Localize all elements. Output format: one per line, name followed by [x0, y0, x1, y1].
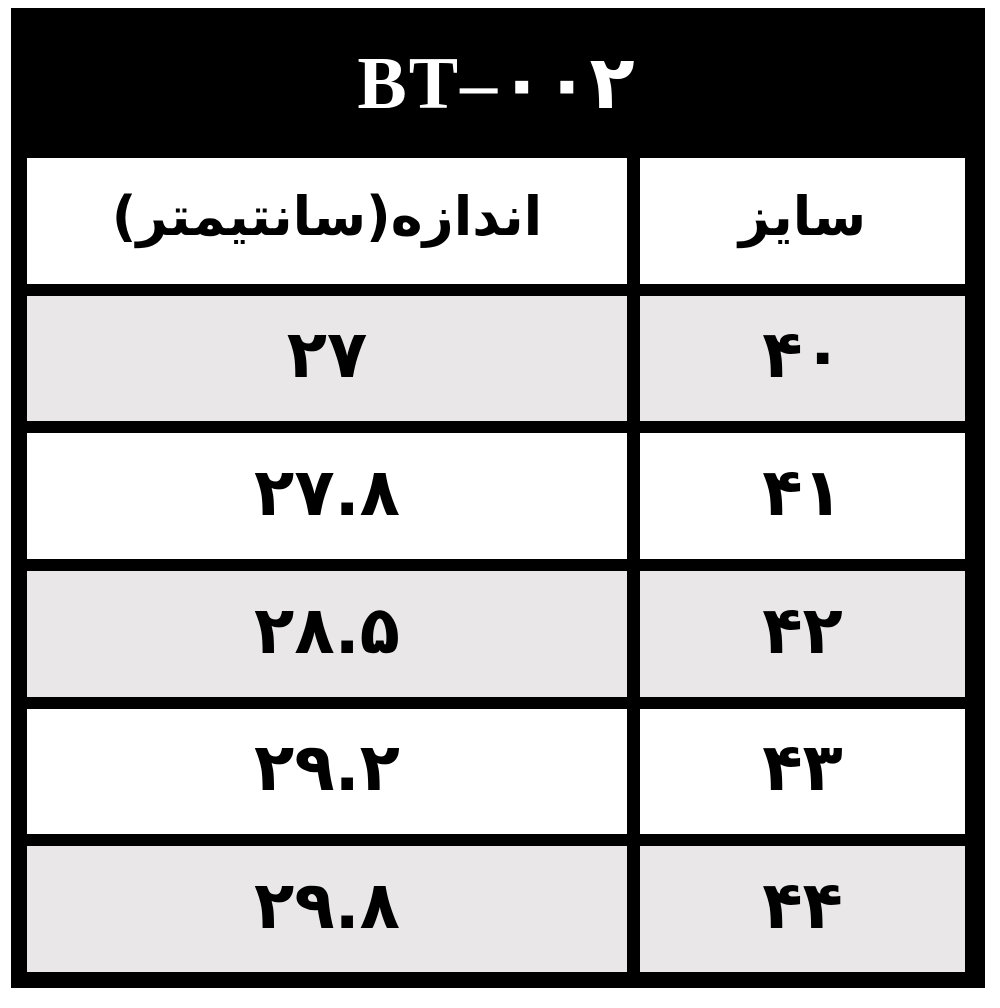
size-value: ۴۴	[762, 867, 843, 945]
measure-value: ۲۹.۲	[254, 729, 400, 807]
size-value: ۴۳	[762, 729, 843, 807]
size-value: ۴۰	[762, 316, 843, 394]
table-row-cell-size	[640, 846, 965, 972]
title-band	[27, 8, 965, 158]
table-row-cell-measure	[27, 571, 627, 697]
measure-value: ۲۹.۸	[254, 867, 400, 945]
header-cell-measure	[27, 158, 627, 284]
table-row-cell-measure	[27, 296, 627, 422]
column-header-size: سایز	[738, 184, 867, 248]
table-grid	[27, 158, 965, 972]
page-title: BT–۰۰۲	[357, 42, 635, 125]
size-value: ۴۲	[762, 591, 843, 669]
table-row-cell-size	[640, 571, 965, 697]
column-header-measure: اندازه(سانتیمتر)	[111, 184, 543, 248]
table-row-cell-size	[640, 709, 965, 835]
table-row-cell-measure	[27, 709, 627, 835]
measure-value: ۲۷	[286, 316, 368, 394]
table-row-cell-measure	[27, 846, 627, 972]
measure-value: ۲۸.۵	[254, 591, 400, 669]
size-chart-table	[11, 8, 985, 988]
table-row-cell-size	[640, 296, 965, 422]
header-cell-size	[640, 158, 965, 284]
table-row-cell-size	[640, 433, 965, 559]
table-row-cell-measure	[27, 433, 627, 559]
size-value: ۴۱	[762, 454, 843, 532]
measure-value: ۲۷.۸	[254, 454, 400, 532]
